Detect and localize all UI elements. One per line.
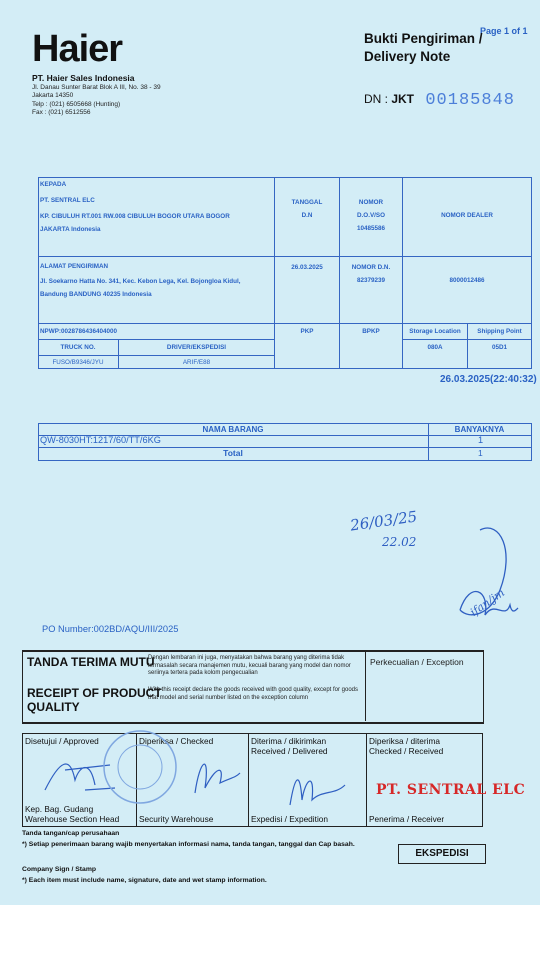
shipping-point-label: Shipping Point [477,328,522,335]
divider [38,323,532,324]
ekspedisi-box: EKSPEDISI [398,844,486,864]
dealer-label: NOMOR DEALER [441,212,493,219]
nomor-label: NOMOR [358,199,384,206]
npwp: NPWP:0028786436404000 [40,328,118,335]
pkp-label: PKP [300,328,314,335]
divider [38,447,532,448]
total-label: Total [223,448,243,458]
item-name: QW-8030HT:1217/60/TT/6KG [40,435,161,445]
col-banyaknya: BANYAKNYA [454,425,505,434]
po-number: PO Number:002BD/AQU/III/2025 [42,624,179,634]
storage-location-value: 080A [427,344,443,351]
item-qty: 1 [478,435,484,445]
checker-signature [185,748,245,798]
company-stamp: PT. SENTRAL ELC [376,782,526,798]
divider [366,733,367,826]
truck-label: TRUCK NO. [60,344,96,351]
receipt-title-en [27,686,162,714]
handwritten-time: 22.02 [382,535,417,549]
dn-number-block [364,90,515,109]
divider [38,256,532,257]
receipt-title-en-1: RECEIPT OF PRODUCT [27,686,162,700]
dn-prefix: JKT [391,92,415,106]
address-line-2: Jakarta 14350 [32,92,74,100]
checked-role: Security Warehouse [139,814,214,824]
kepada-label: KEPADA [40,181,67,188]
receipt-text-id: Dengan lembaran ini juga, menyatakan bahwa barang yang diterima tidak termasalah secara manajemen mutu, kecuali barang yang model dan nomor seriinya tertera pada kolom pengecualian [148,655,351,676]
approved-role-2: Warehouse Section Head [25,814,120,824]
document-title [364,30,483,66]
footer-line-4: *) Each item must include name, signature, date and wet stamp information. [22,877,267,884]
col-nama-barang: NAMA BARANG [202,425,264,434]
footer-line-1: Tanda tangan/cap perusahaan [22,830,120,837]
alamat-line-2: Bandung BANDUNG 40235 Indonesia [40,291,152,298]
storage-location-label: Storage Location [409,328,461,335]
handwritten-date: 26/03/25 [349,507,419,535]
footer-line-2: *) Setiap penerimaan barang wajib menyertakan informasi nama, tanda tangan, tanggal dan Cap basah. [22,841,355,848]
bpkp-label: BPKP [362,328,380,335]
nomor-sub: D.O.V/SO [357,212,385,219]
fax-line: Fax : (021) 6512556 [32,108,91,116]
nomor-dn-label: NOMOR D.N. [351,264,391,271]
delivered-label-2: Received / Delivered [251,746,328,756]
total-value: 1 [478,448,483,458]
divider [248,733,249,826]
customer-name: PT. SENTRAL ELC [40,197,95,204]
tanggal-sub: D.N [301,212,313,219]
receipt-text-en: With this receipt declare the goods received with good quality, except for goods that model and serial number listed on the exception column [148,687,359,701]
approved-role-1: Kep. Bag. Gudang [25,804,94,814]
customer-address-2: JAKARTA Indonesia [40,226,101,233]
expedition-signature [280,760,350,810]
delivered-label-1: Diterima / dikirimkan [251,736,327,746]
customer-address-1: KP. CIBULUH RT.001 RW.008 CIBULUH BOGOR UTARA BOGOR [40,213,230,220]
receiver-role: Penerima / Receiver [369,814,445,824]
shipping-point-value: 05D1 [491,344,508,351]
haier-logo: Haier [32,28,123,70]
received-label-2: Checked / Received [369,746,444,756]
handwritten-signature [440,520,520,640]
receipt-title-id: TANDA TERIMA MUTU [27,655,155,669]
dn-date: 26.03.2025 [291,264,323,271]
tanggal-label: TANGGAL [291,199,323,206]
address-line-1: Jl. Danau Sunter Barat Blok A III, No. 38 - 39 [32,84,161,91]
approved-label: Disetujui / Approved [25,736,99,746]
dn-label: DN : [364,92,388,106]
truck-value: FUSO/B9346/JYU [52,359,104,366]
alamat-line-1: Jl. Soekarno Hatta No. 341, Kec. Kebon Lega, Kel. Bojongloa Kidul, [40,278,241,285]
divider [38,355,274,356]
page-indicator: Page 1 of 1 [480,26,528,36]
telp-line: Telp : (021) 6505668 (Hunting) [32,100,121,108]
dealer-number: 8000012486 [449,277,485,284]
print-timestamp: 26.03.2025(22:40:32) [440,374,537,385]
footer-line-3: Company Sign / Stamp [22,866,97,873]
receipt-title-en-2: QUALITY [27,700,80,714]
title-line-1: Bukti Pengiriman / [364,31,483,46]
alamat-label: ALAMAT PENGIRIMAN [40,263,109,270]
warehouse-stamp-circle [100,727,180,807]
divider [365,651,366,721]
dn-number: 00185848 [425,91,515,110]
company-address [32,84,161,117]
divider [402,177,403,368]
exception-label: Perkecualian / Exception [370,657,464,667]
delivered-role: Expedisi / Expedition [251,814,329,824]
driver-label: DRIVER/EKSPEDISI [166,344,227,351]
divider [38,339,274,340]
nomor-dn-value: 82379239 [356,277,386,284]
received-label-1: Diperiksa / diterima [369,736,441,746]
handwritten-sign-text: ifan/jm [467,586,508,619]
checked-label: Diperiksa / Checked [139,736,214,746]
company-name: PT. Haier Sales Indonesia [32,73,135,83]
nomor-value: 10485586 [356,225,386,232]
driver-value: ARIF/E88 [182,359,211,366]
title-line-2: Delivery Note [364,49,451,64]
